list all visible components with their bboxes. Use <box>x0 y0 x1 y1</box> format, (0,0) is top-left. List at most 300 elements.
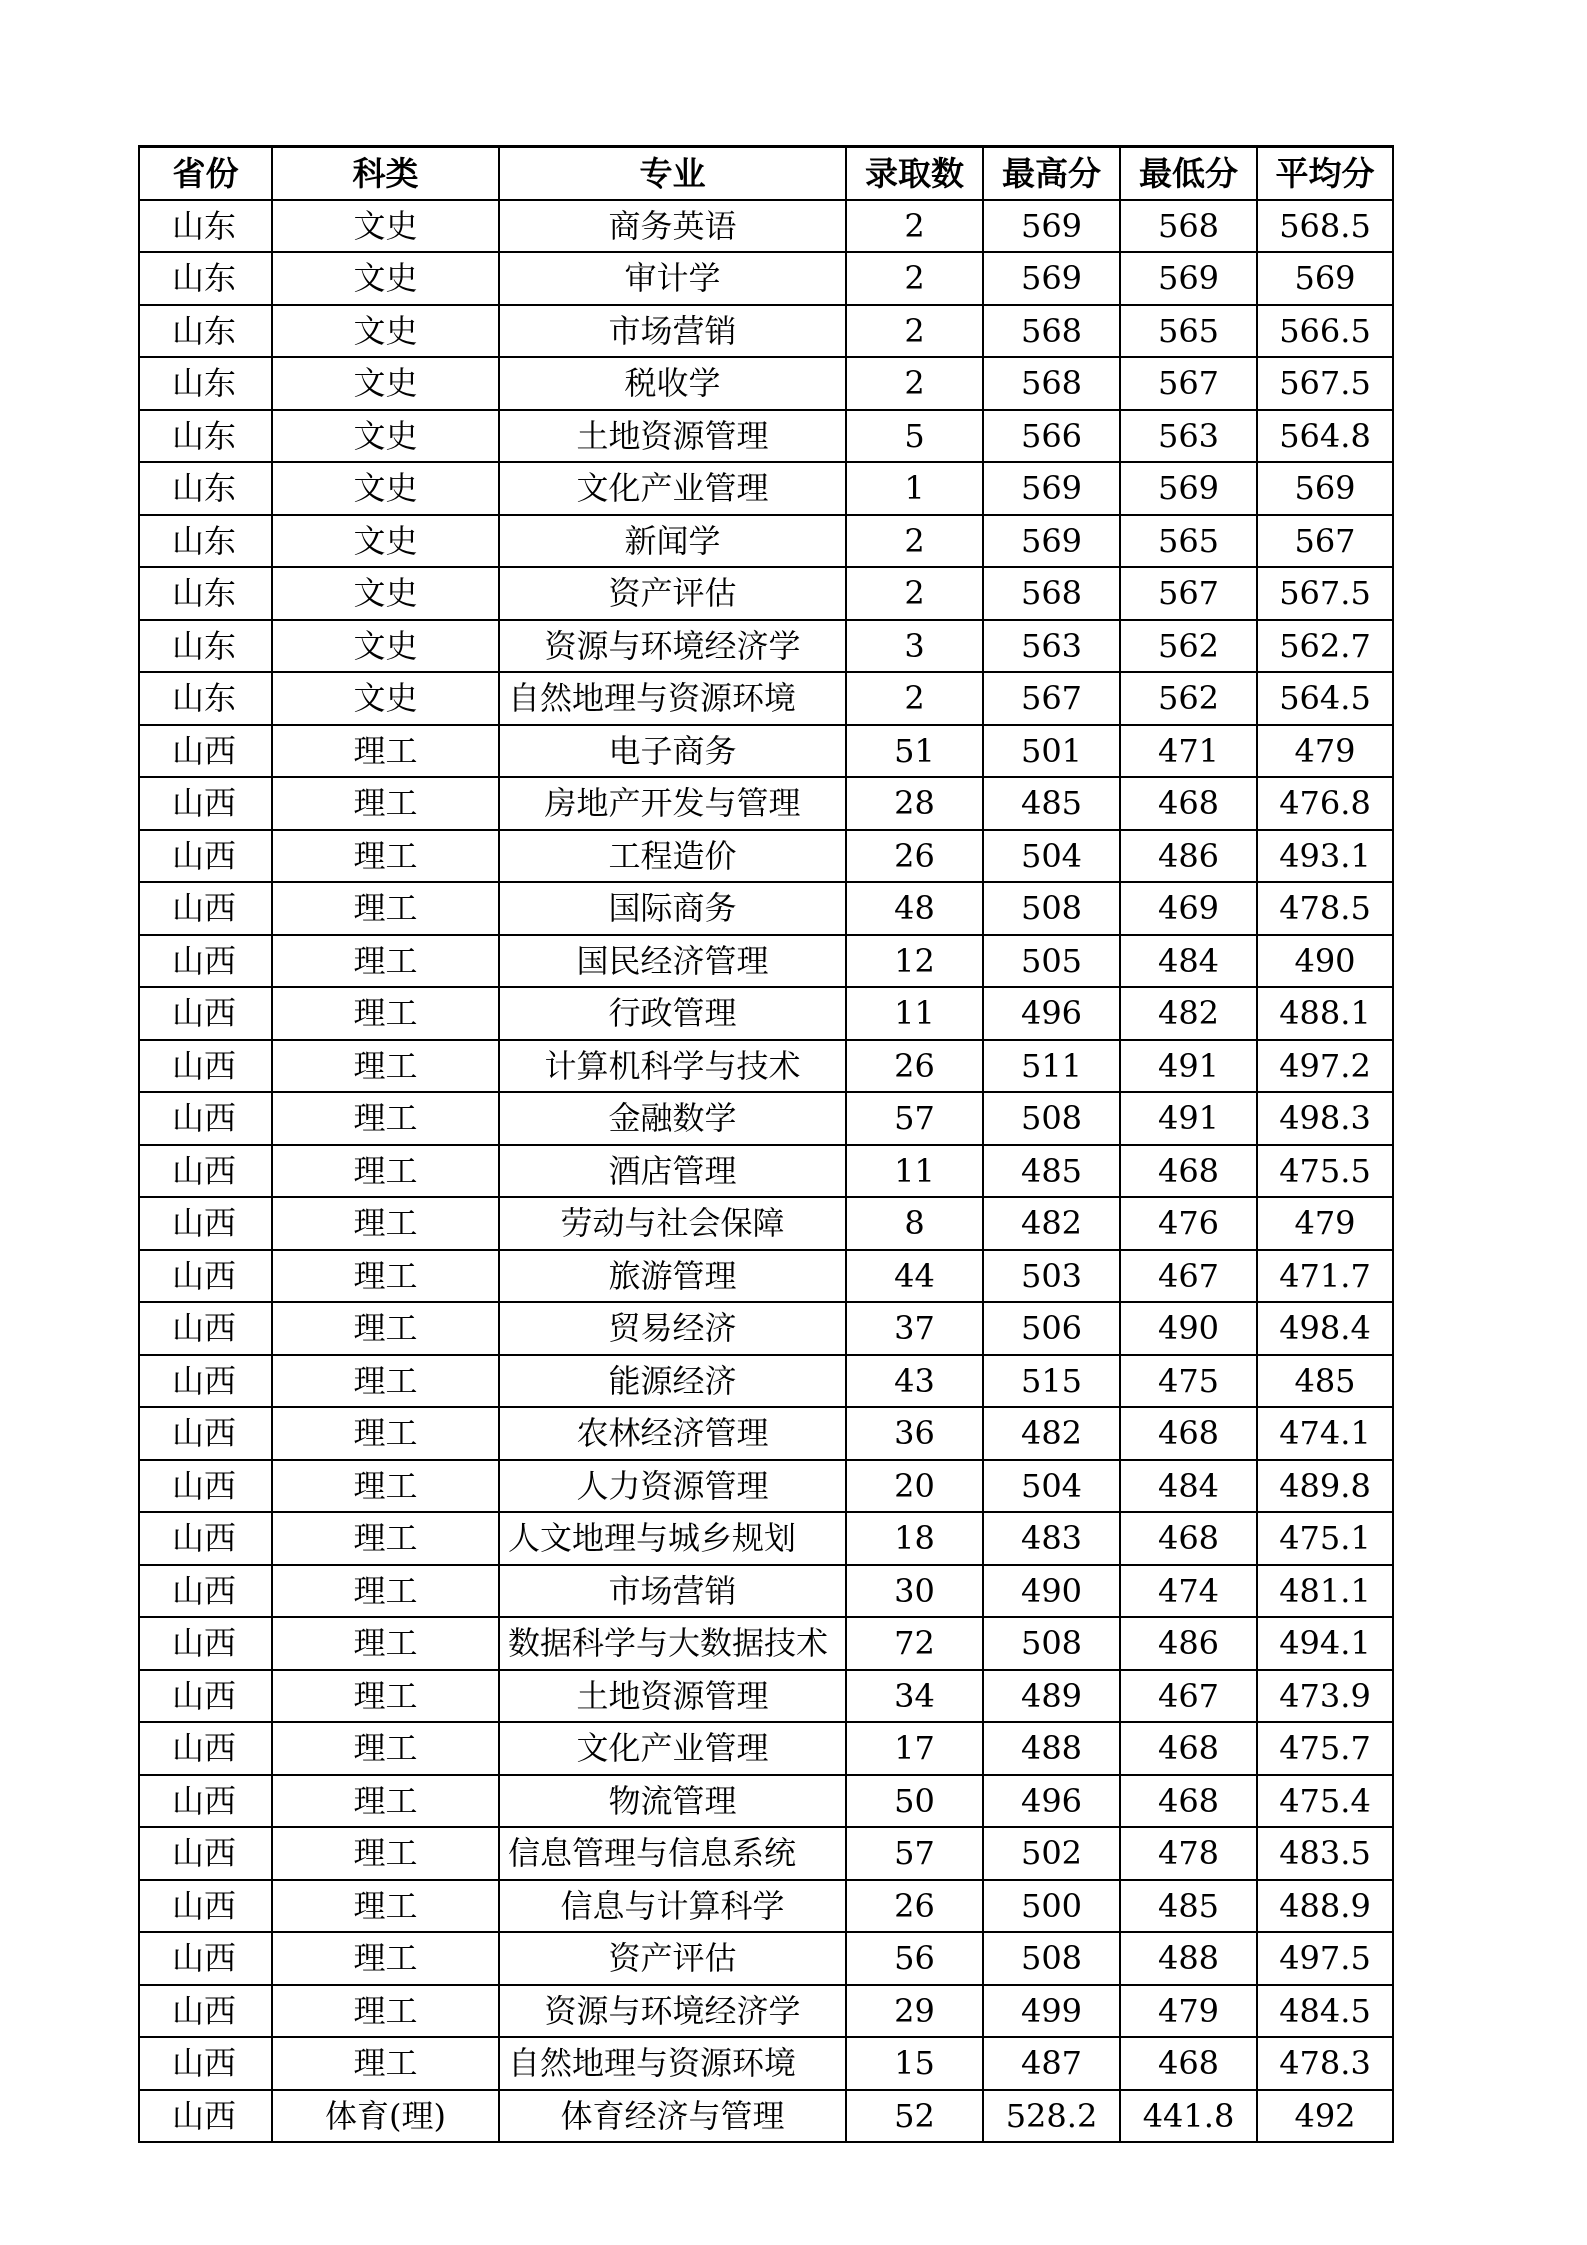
major-cell: 能源经济 <box>499 1355 846 1408</box>
max-score-cell: 566 <box>983 410 1120 463</box>
table-row <box>139 1985 1393 2038</box>
table-row <box>139 1040 1393 1093</box>
major-cell: 国民经济管理 <box>499 935 846 988</box>
max-score-cell: 500 <box>983 1880 1120 1933</box>
max-score-cell: 568 <box>983 567 1120 620</box>
table-row <box>139 515 1393 568</box>
table-row <box>139 672 1393 725</box>
header-row <box>139 147 1393 200</box>
admitted-count-cell: 28 <box>846 777 983 830</box>
province-cell: 山东 <box>139 515 272 568</box>
category-cell: 文史 <box>272 672 499 725</box>
category-cell: 理工 <box>272 1250 499 1303</box>
admitted-count-cell: 11 <box>846 1145 983 1198</box>
province-cell: 山西 <box>139 1722 272 1775</box>
table-row <box>139 2037 1393 2090</box>
province-cell: 山西 <box>139 830 272 883</box>
province-cell: 山西 <box>139 1092 272 1145</box>
min-score-cell: 491 <box>1120 1092 1257 1145</box>
max-score-cell: 482 <box>983 1407 1120 1460</box>
table-row <box>139 1092 1393 1145</box>
min-score-cell: 469 <box>1120 882 1257 935</box>
province-cell: 山西 <box>139 2090 272 2143</box>
table-row <box>139 1565 1393 1618</box>
major-cell: 信息管理与信息系统 <box>499 1827 846 1880</box>
admitted-count-cell: 5 <box>846 410 983 463</box>
admitted-count-cell: 37 <box>846 1302 983 1355</box>
table-row <box>139 305 1393 358</box>
province-cell: 山西 <box>139 935 272 988</box>
min-score-cell: 471 <box>1120 725 1257 778</box>
max-score-cell: 568 <box>983 357 1120 410</box>
category-cell: 理工 <box>272 882 499 935</box>
major-cell: 金融数学 <box>499 1092 846 1145</box>
category-cell: 理工 <box>272 1722 499 1775</box>
province-cell: 山西 <box>139 777 272 830</box>
min-score-cell: 468 <box>1120 1775 1257 1828</box>
admitted-count-cell: 11 <box>846 987 983 1040</box>
max-score-cell: 569 <box>983 462 1120 515</box>
province-cell: 山西 <box>139 1932 272 1985</box>
min-score-cell: 565 <box>1120 305 1257 358</box>
table-row <box>139 1407 1393 1460</box>
min-score-cell: 478 <box>1120 1827 1257 1880</box>
category-cell: 理工 <box>272 1302 499 1355</box>
avg-score-cell: 567 <box>1257 515 1393 568</box>
admitted-count-cell: 57 <box>846 1092 983 1145</box>
admitted-count-cell: 2 <box>846 672 983 725</box>
max-score-cell: 563 <box>983 620 1120 673</box>
header-avg-score: 平均分 <box>1257 147 1393 200</box>
avg-score-cell: 494.1 <box>1257 1617 1393 1670</box>
header-province: 省份 <box>139 147 272 200</box>
min-score-cell: 467 <box>1120 1670 1257 1723</box>
province-cell: 山西 <box>139 1985 272 2038</box>
header-category: 科类 <box>272 147 499 200</box>
max-score-cell: 504 <box>983 830 1120 883</box>
category-cell: 文史 <box>272 620 499 673</box>
max-score-cell: 508 <box>983 1092 1120 1145</box>
avg-score-cell: 492 <box>1257 2090 1393 2143</box>
admitted-count-cell: 57 <box>846 1827 983 1880</box>
category-cell: 理工 <box>272 777 499 830</box>
major-cell: 税收学 <box>499 357 846 410</box>
avg-score-cell: 481.1 <box>1257 1565 1393 1618</box>
category-cell: 理工 <box>272 1355 499 1408</box>
admitted-count-cell: 2 <box>846 357 983 410</box>
major-cell: 土地资源管理 <box>499 1670 846 1723</box>
max-score-cell: 511 <box>983 1040 1120 1093</box>
category-cell: 理工 <box>272 1460 499 1513</box>
major-cell: 文化产业管理 <box>499 462 846 515</box>
max-score-cell: 528.2 <box>983 2090 1120 2143</box>
min-score-cell: 479 <box>1120 1985 1257 2038</box>
avg-score-cell: 567.5 <box>1257 357 1393 410</box>
category-cell: 理工 <box>272 830 499 883</box>
table-row <box>139 1250 1393 1303</box>
admitted-count-cell: 56 <box>846 1932 983 1985</box>
admitted-count-cell: 26 <box>846 1880 983 1933</box>
table-row <box>139 1355 1393 1408</box>
major-cell: 自然地理与资源环境 <box>499 672 846 725</box>
admitted-count-cell: 48 <box>846 882 983 935</box>
admitted-count-cell: 2 <box>846 252 983 305</box>
avg-score-cell: 479 <box>1257 1197 1393 1250</box>
category-cell: 理工 <box>272 1512 499 1565</box>
min-score-cell: 568 <box>1120 200 1257 253</box>
avg-score-cell: 564.5 <box>1257 672 1393 725</box>
avg-score-cell: 568.5 <box>1257 200 1393 253</box>
province-cell: 山西 <box>139 1040 272 1093</box>
major-cell: 体育经济与管理 <box>499 2090 846 2143</box>
category-cell: 文史 <box>272 462 499 515</box>
min-score-cell: 476 <box>1120 1197 1257 1250</box>
max-score-cell: 505 <box>983 935 1120 988</box>
min-score-cell: 474 <box>1120 1565 1257 1618</box>
max-score-cell: 483 <box>983 1512 1120 1565</box>
category-cell: 理工 <box>272 1407 499 1460</box>
province-cell: 山东 <box>139 200 272 253</box>
category-cell: 理工 <box>272 1617 499 1670</box>
admitted-count-cell: 2 <box>846 305 983 358</box>
table-row <box>139 1197 1393 1250</box>
province-cell: 山西 <box>139 1512 272 1565</box>
min-score-cell: 567 <box>1120 567 1257 620</box>
table-row <box>139 1827 1393 1880</box>
avg-score-cell: 475.7 <box>1257 1722 1393 1775</box>
table-row <box>139 935 1393 988</box>
admitted-count-cell: 43 <box>846 1355 983 1408</box>
admitted-count-cell: 2 <box>846 200 983 253</box>
category-cell: 理工 <box>272 1775 499 1828</box>
admitted-count-cell: 8 <box>846 1197 983 1250</box>
admitted-count-cell: 18 <box>846 1512 983 1565</box>
avg-score-cell: 475.1 <box>1257 1512 1393 1565</box>
avg-score-cell: 488.1 <box>1257 987 1393 1040</box>
max-score-cell: 569 <box>983 515 1120 568</box>
category-cell: 文史 <box>272 357 499 410</box>
province-cell: 山东 <box>139 462 272 515</box>
max-score-cell: 496 <box>983 987 1120 1040</box>
min-score-cell: 563 <box>1120 410 1257 463</box>
min-score-cell: 441.8 <box>1120 2090 1257 2143</box>
min-score-cell: 468 <box>1120 1145 1257 1198</box>
table-row <box>139 1460 1393 1513</box>
min-score-cell: 468 <box>1120 2037 1257 2090</box>
min-score-cell: 569 <box>1120 252 1257 305</box>
max-score-cell: 508 <box>983 882 1120 935</box>
min-score-cell: 475 <box>1120 1355 1257 1408</box>
admitted-count-cell: 44 <box>846 1250 983 1303</box>
table-row <box>139 1932 1393 1985</box>
table-row <box>139 357 1393 410</box>
admitted-count-cell: 15 <box>846 2037 983 2090</box>
min-score-cell: 468 <box>1120 1722 1257 1775</box>
major-cell: 工程造价 <box>499 830 846 883</box>
table-row <box>139 1722 1393 1775</box>
major-cell: 自然地理与资源环境 <box>499 2037 846 2090</box>
province-cell: 山西 <box>139 1145 272 1198</box>
admitted-count-cell: 12 <box>846 935 983 988</box>
min-score-cell: 565 <box>1120 515 1257 568</box>
major-cell: 行政管理 <box>499 987 846 1040</box>
min-score-cell: 484 <box>1120 1460 1257 1513</box>
avg-score-cell: 497.2 <box>1257 1040 1393 1093</box>
province-cell: 山西 <box>139 1880 272 1933</box>
major-cell: 国际商务 <box>499 882 846 935</box>
max-score-cell: 490 <box>983 1565 1120 1618</box>
category-cell: 理工 <box>272 1932 499 1985</box>
avg-score-cell: 475.5 <box>1257 1145 1393 1198</box>
max-score-cell: 515 <box>983 1355 1120 1408</box>
max-score-cell: 508 <box>983 1932 1120 1985</box>
province-cell: 山东 <box>139 252 272 305</box>
category-cell: 文史 <box>272 410 499 463</box>
min-score-cell: 485 <box>1120 1880 1257 1933</box>
min-score-cell: 562 <box>1120 672 1257 725</box>
max-score-cell: 482 <box>983 1197 1120 1250</box>
category-cell: 文史 <box>272 515 499 568</box>
max-score-cell: 501 <box>983 725 1120 778</box>
admitted-count-cell: 72 <box>846 1617 983 1670</box>
province-cell: 山东 <box>139 410 272 463</box>
table-row <box>139 462 1393 515</box>
table-row <box>139 1617 1393 1670</box>
avg-score-cell: 474.1 <box>1257 1407 1393 1460</box>
admitted-count-cell: 1 <box>846 462 983 515</box>
admitted-count-cell: 36 <box>846 1407 983 1460</box>
category-cell: 理工 <box>272 1880 499 1933</box>
admitted-count-cell: 52 <box>846 2090 983 2143</box>
table-row <box>139 620 1393 673</box>
header-major: 专业 <box>499 147 846 200</box>
avg-score-cell: 567.5 <box>1257 567 1393 620</box>
province-cell: 山西 <box>139 1775 272 1828</box>
major-cell: 贸易经济 <box>499 1302 846 1355</box>
category-cell: 理工 <box>272 1040 499 1093</box>
category-cell: 理工 <box>272 1145 499 1198</box>
max-score-cell: 487 <box>983 2037 1120 2090</box>
min-score-cell: 484 <box>1120 935 1257 988</box>
max-score-cell: 508 <box>983 1617 1120 1670</box>
major-cell: 人力资源管理 <box>499 1460 846 1513</box>
province-cell: 山西 <box>139 2037 272 2090</box>
major-cell: 物流管理 <box>499 1775 846 1828</box>
major-cell: 资源与环境经济学 <box>499 620 846 673</box>
table-row <box>139 567 1393 620</box>
major-cell: 文化产业管理 <box>499 1722 846 1775</box>
major-cell: 旅游管理 <box>499 1250 846 1303</box>
max-score-cell: 485 <box>983 1145 1120 1198</box>
avg-score-cell: 473.9 <box>1257 1670 1393 1723</box>
major-cell: 资产评估 <box>499 567 846 620</box>
province-cell: 山西 <box>139 1827 272 1880</box>
avg-score-cell: 485 <box>1257 1355 1393 1408</box>
min-score-cell: 490 <box>1120 1302 1257 1355</box>
avg-score-cell: 483.5 <box>1257 1827 1393 1880</box>
major-cell: 市场营销 <box>499 1565 846 1618</box>
min-score-cell: 486 <box>1120 1617 1257 1670</box>
avg-score-cell: 479 <box>1257 725 1393 778</box>
province-cell: 山西 <box>139 1197 272 1250</box>
avg-score-cell: 476.8 <box>1257 777 1393 830</box>
avg-score-cell: 478.3 <box>1257 2037 1393 2090</box>
min-score-cell: 467 <box>1120 1250 1257 1303</box>
category-cell: 文史 <box>272 252 499 305</box>
major-cell: 计算机科学与技术 <box>499 1040 846 1093</box>
max-score-cell: 568 <box>983 305 1120 358</box>
category-cell: 理工 <box>272 2037 499 2090</box>
table-row <box>139 410 1393 463</box>
table-row <box>139 2090 1393 2143</box>
admitted-count-cell: 17 <box>846 1722 983 1775</box>
admitted-count-cell: 29 <box>846 1985 983 2038</box>
province-cell: 山西 <box>139 1302 272 1355</box>
province-cell: 山西 <box>139 882 272 935</box>
major-cell: 商务英语 <box>499 200 846 253</box>
admitted-count-cell: 34 <box>846 1670 983 1723</box>
category-cell: 文史 <box>272 305 499 358</box>
header-admitted-count: 录取数 <box>846 147 983 200</box>
category-cell: 理工 <box>272 1092 499 1145</box>
major-cell: 房地产开发与管理 <box>499 777 846 830</box>
max-score-cell: 506 <box>983 1302 1120 1355</box>
province-cell: 山西 <box>139 725 272 778</box>
min-score-cell: 562 <box>1120 620 1257 673</box>
admitted-count-cell: 26 <box>846 1040 983 1093</box>
category-cell: 理工 <box>272 1565 499 1618</box>
province-cell: 山西 <box>139 1460 272 1513</box>
min-score-cell: 468 <box>1120 777 1257 830</box>
avg-score-cell: 490 <box>1257 935 1393 988</box>
table-row <box>139 1145 1393 1198</box>
province-cell: 山西 <box>139 1565 272 1618</box>
max-score-cell: 569 <box>983 200 1120 253</box>
avg-score-cell: 562.7 <box>1257 620 1393 673</box>
major-cell: 审计学 <box>499 252 846 305</box>
min-score-cell: 491 <box>1120 1040 1257 1093</box>
admitted-count-cell: 2 <box>846 567 983 620</box>
category-cell: 理工 <box>272 725 499 778</box>
major-cell: 资产评估 <box>499 1932 846 1985</box>
avg-score-cell: 484.5 <box>1257 1985 1393 2038</box>
major-cell: 数据科学与大数据技术 <box>499 1617 846 1670</box>
avg-score-cell: 498.4 <box>1257 1302 1393 1355</box>
admitted-count-cell: 30 <box>846 1565 983 1618</box>
max-score-cell: 485 <box>983 777 1120 830</box>
major-cell: 农林经济管理 <box>499 1407 846 1460</box>
category-cell: 体育(理) <box>272 2090 499 2143</box>
major-cell: 酒店管理 <box>499 1145 846 1198</box>
min-score-cell: 488 <box>1120 1932 1257 1985</box>
avg-score-cell: 564.8 <box>1257 410 1393 463</box>
table-row <box>139 830 1393 883</box>
avg-score-cell: 498.3 <box>1257 1092 1393 1145</box>
max-score-cell: 502 <box>983 1827 1120 1880</box>
province-cell: 山东 <box>139 305 272 358</box>
table-row <box>139 252 1393 305</box>
major-cell: 人文地理与城乡规划 <box>499 1512 846 1565</box>
province-cell: 山西 <box>139 1407 272 1460</box>
avg-score-cell: 489.8 <box>1257 1460 1393 1513</box>
category-cell: 理工 <box>272 1827 499 1880</box>
province-cell: 山西 <box>139 1617 272 1670</box>
major-cell: 土地资源管理 <box>499 410 846 463</box>
min-score-cell: 468 <box>1120 1407 1257 1460</box>
table-row <box>139 1775 1393 1828</box>
category-cell: 理工 <box>272 1197 499 1250</box>
max-score-cell: 489 <box>983 1670 1120 1723</box>
avg-score-cell: 566.5 <box>1257 305 1393 358</box>
table-row <box>139 1512 1393 1565</box>
table-row <box>139 1302 1393 1355</box>
max-score-cell: 488 <box>983 1722 1120 1775</box>
avg-score-cell: 569 <box>1257 252 1393 305</box>
admitted-count-cell: 3 <box>846 620 983 673</box>
min-score-cell: 482 <box>1120 987 1257 1040</box>
category-cell: 文史 <box>272 567 499 620</box>
table-row <box>139 987 1393 1040</box>
province-cell: 山东 <box>139 672 272 725</box>
province-cell: 山西 <box>139 1250 272 1303</box>
avg-score-cell: 478.5 <box>1257 882 1393 935</box>
max-score-cell: 499 <box>983 1985 1120 2038</box>
table-row <box>139 882 1393 935</box>
admission-score-table <box>138 145 1394 2143</box>
admitted-count-cell: 50 <box>846 1775 983 1828</box>
category-cell: 理工 <box>272 1985 499 2038</box>
major-cell: 资源与环境经济学 <box>499 1985 846 2038</box>
major-cell: 新闻学 <box>499 515 846 568</box>
major-cell: 市场营销 <box>499 305 846 358</box>
header-max-score: 最高分 <box>983 147 1120 200</box>
max-score-cell: 504 <box>983 1460 1120 1513</box>
max-score-cell: 567 <box>983 672 1120 725</box>
category-cell: 文史 <box>272 200 499 253</box>
province-cell: 山西 <box>139 987 272 1040</box>
admitted-count-cell: 20 <box>846 1460 983 1513</box>
table-body <box>139 200 1393 2143</box>
table-row <box>139 200 1393 253</box>
major-cell: 劳动与社会保障 <box>499 1197 846 1250</box>
province-cell: 山东 <box>139 357 272 410</box>
avg-score-cell: 488.9 <box>1257 1880 1393 1933</box>
max-score-cell: 503 <box>983 1250 1120 1303</box>
province-cell: 山东 <box>139 567 272 620</box>
admitted-count-cell: 2 <box>846 515 983 568</box>
max-score-cell: 569 <box>983 252 1120 305</box>
province-cell: 山西 <box>139 1355 272 1408</box>
avg-score-cell: 569 <box>1257 462 1393 515</box>
admitted-count-cell: 26 <box>846 830 983 883</box>
category-cell: 理工 <box>272 1670 499 1723</box>
avg-score-cell: 497.5 <box>1257 1932 1393 1985</box>
major-cell: 电子商务 <box>499 725 846 778</box>
province-cell: 山西 <box>139 1670 272 1723</box>
avg-score-cell: 493.1 <box>1257 830 1393 883</box>
max-score-cell: 496 <box>983 1775 1120 1828</box>
table-row <box>139 777 1393 830</box>
avg-score-cell: 471.7 <box>1257 1250 1393 1303</box>
min-score-cell: 486 <box>1120 830 1257 883</box>
min-score-cell: 569 <box>1120 462 1257 515</box>
category-cell: 理工 <box>272 987 499 1040</box>
avg-score-cell: 475.4 <box>1257 1775 1393 1828</box>
table-row <box>139 725 1393 778</box>
table-row <box>139 1670 1393 1723</box>
category-cell: 理工 <box>272 935 499 988</box>
min-score-cell: 567 <box>1120 357 1257 410</box>
